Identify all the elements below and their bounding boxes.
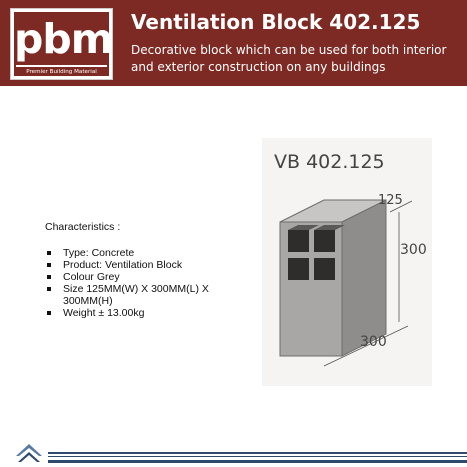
header-banner xyxy=(0,0,467,86)
characteristics-list xyxy=(45,247,223,319)
diagram-label: VB 402.125 xyxy=(274,151,385,173)
list-item: Size 125MM(W) X 300MM(L) X 300MM(H) xyxy=(45,283,223,307)
block-diagram xyxy=(262,138,432,386)
block-opening xyxy=(288,258,309,280)
footer-rule xyxy=(0,452,467,467)
page-title: Ventilation Block 402.125 xyxy=(131,10,421,34)
list-item: Colour Grey xyxy=(45,271,223,283)
logo-tagline: Premier Building Material xyxy=(26,69,97,75)
characteristics-heading: Characteristics : xyxy=(45,221,121,233)
logo-divider xyxy=(16,65,107,67)
pbm-logo xyxy=(10,8,113,80)
list-item: Product: Ventilation Block xyxy=(45,259,223,271)
height-dimension: 300 xyxy=(400,242,427,258)
block-side-face xyxy=(342,200,386,356)
characteristics-section xyxy=(45,221,223,319)
block-opening xyxy=(288,230,309,252)
width-dimension: 300 xyxy=(360,334,387,350)
page-subtitle: Decorative block which can be used for both interior and exterior construction on any buildings xyxy=(131,43,447,74)
list-item: Type: Concrete xyxy=(45,247,223,259)
depth-dimension: 125 xyxy=(378,193,403,208)
list-item: Weight ± 13.00kg xyxy=(45,307,223,319)
logo-wordmark: pbm xyxy=(14,15,113,63)
block-opening xyxy=(314,258,335,280)
block-opening xyxy=(314,230,335,252)
